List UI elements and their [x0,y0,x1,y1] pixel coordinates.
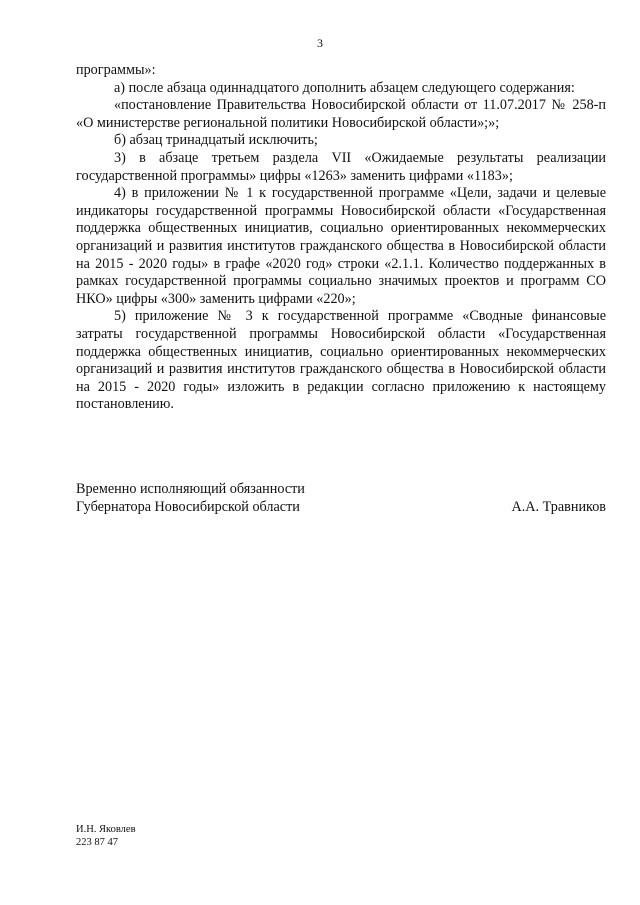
signatory-title-line1: Временно исполняющий обязанности [76,481,305,497]
paragraph-item-4: 4) в приложении № 1 к государственной программе «Цели, задачи и целевые индикаторы государственной программы Новосибирской области «Государственная поддержка общественных инициатив, социально ориентированных некоммерческих организаций и развития институтов гражданского общества в Новосибирской области на 2015 - 2020 годы» в графе «2020 год» строки «2.1.1. Количество поддержанных в рамках государственной программы социально значимых проектов и программ СО НКО» цифры «300» заменить цифрами «220»; [76,185,606,307]
page-number: 3 [317,36,323,50]
document-body [76,62,606,414]
paragraph-quoted-resolution: «постановление Правительства Новосибирской области от 11.07.2017 № 258-п «О министерстве региональной политики Новосибирской области»;»; [76,97,606,131]
executor-name: И.Н. Яковлев [76,824,136,835]
paragraph-item-3: 3) в абзаце третьем раздела VII «Ожидаемые результаты реализации государственной программы» цифры «1263» заменить цифрами «1183»; [76,149,606,184]
paragraph-item-b: б) абзац тринадцатый исключить; [114,132,318,149]
signature-block [76,480,606,516]
paragraph-continuation: программы»: [76,62,156,78]
signatory-title-line2: Губернатора Новосибирской области [76,499,300,515]
paragraph-item-a: а) после абзаца одиннадцатого дополнить абзацем следующего содержания: [114,79,575,96]
executor-phone: 223 87 47 [76,836,118,848]
paragraph-item-5: 5) приложение № 3 к государственной программе «Сводные финансовые затраты государственной программы Новосибирской области «Государственная поддержка общественных инициатив, социально ориентированных некоммерческих организаций и развития институтов гражданского общества в Новосибирской области на 2015 - 2020 годы» изложить в редакции согласно приложению к настоящему постановлению. [76,308,606,413]
executor-info [76,824,136,849]
signatory-name: А.А. Травников [511,499,606,515]
